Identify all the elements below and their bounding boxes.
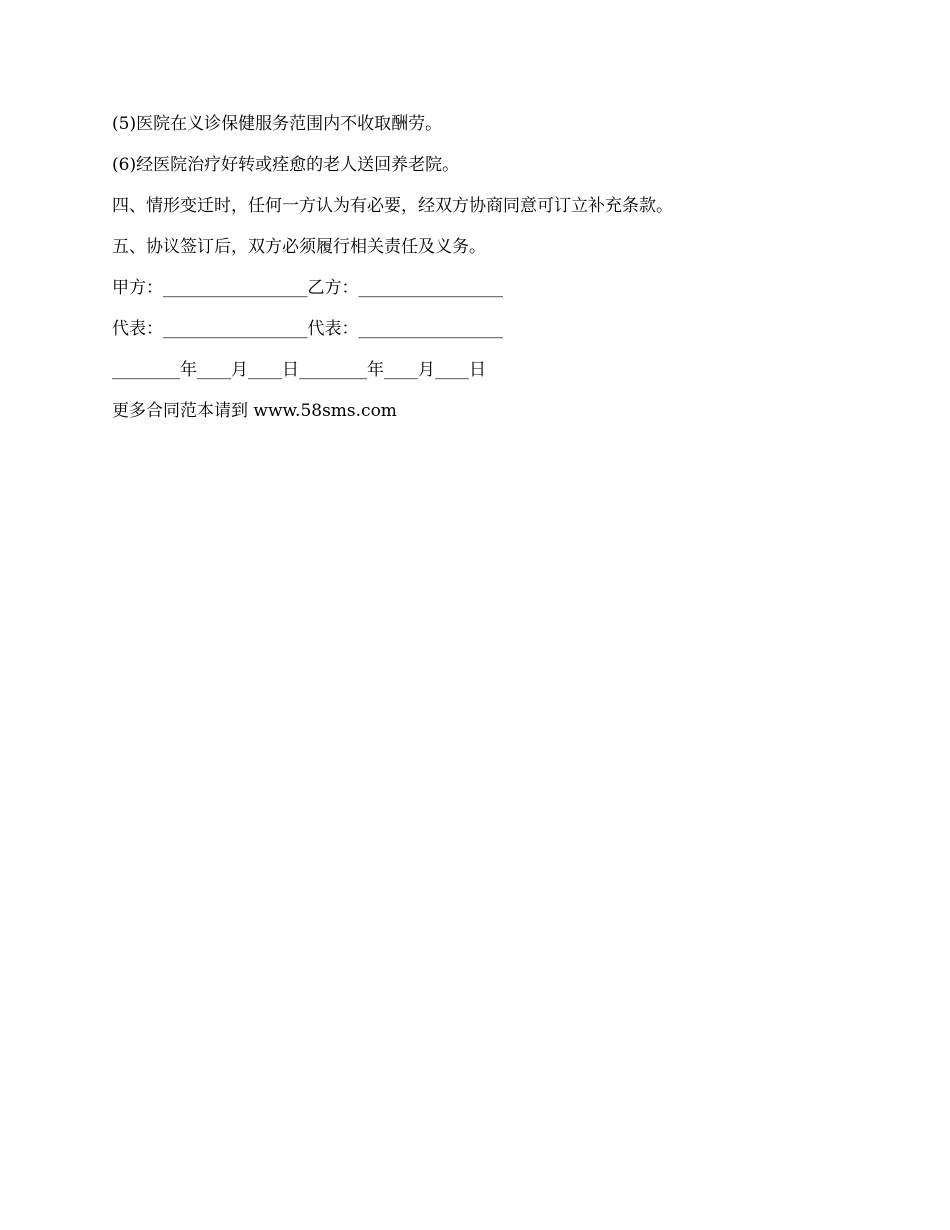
clause-5: (5)医院在义诊保健服务范围内不收取酬劳。 (112, 114, 443, 134)
clause-6: (6)经医院治疗好转或痊愈的老人送回养老院。 (112, 155, 460, 175)
section-4: 四、情形变迁时，任何一方认为有必要，经双方协商同意可订立补充条款。 (112, 196, 673, 216)
section-5: 五、协议签订后，双方必须履行相关责任及义务。 (112, 237, 486, 257)
document-body (112, 109, 832, 437)
party-signature-line: 甲方：_________________乙方：_________________ (112, 278, 503, 298)
date-line: ________年____月____日________年____月____日 (112, 360, 486, 380)
representative-signature-line: 代表：_________________代表：_________________ (112, 319, 503, 339)
footer-note: 更多合同范本请到 www.58sms.com (112, 401, 397, 421)
